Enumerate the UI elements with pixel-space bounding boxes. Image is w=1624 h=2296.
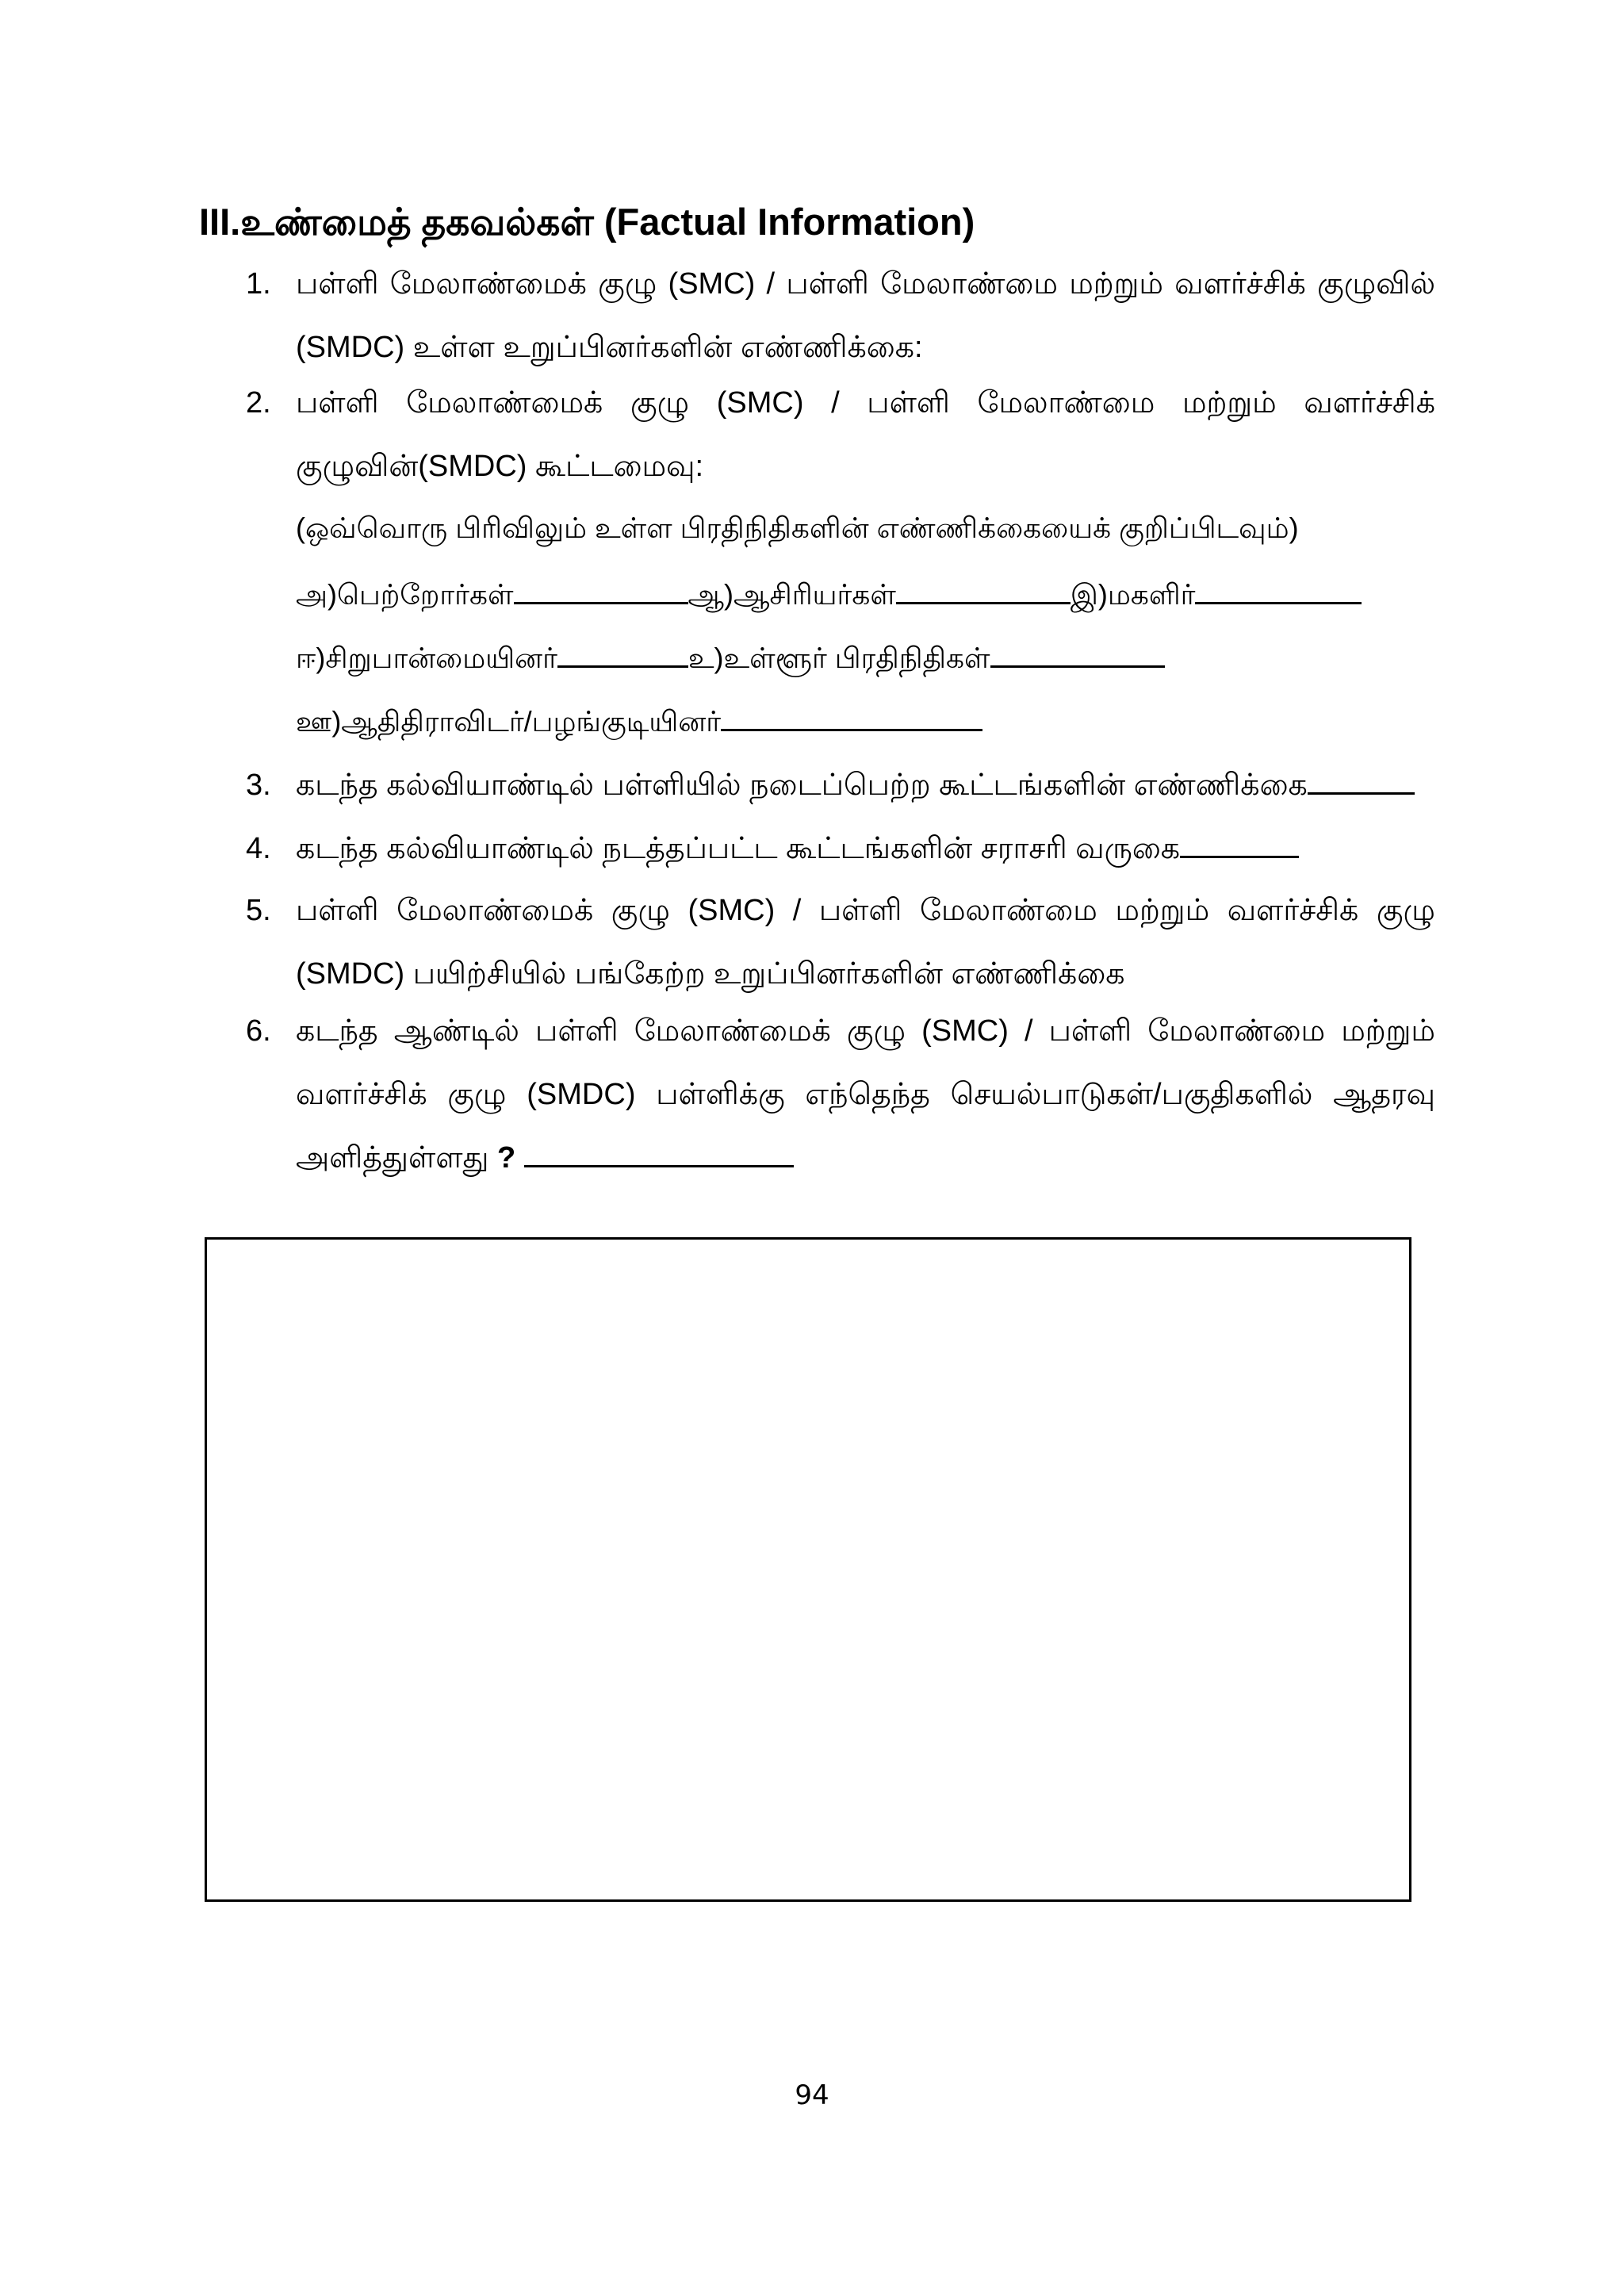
- question-1-number: 1.: [246, 267, 271, 301]
- category-sc-st-blank[interactable]: [721, 702, 982, 731]
- category-local-reps-blank[interactable]: [990, 638, 1165, 668]
- question-4-text: கடந்த கல்வியாண்டில் நடத்தப்பட்ட கூட்டங்களின் சராசரி வருகை: [296, 832, 1181, 865]
- question-6-number: 6.: [246, 1014, 271, 1048]
- category-parents-blank[interactable]: [514, 575, 688, 604]
- category-sc-st-label: ஊ)ஆதிதிராவிடர்/பழங்குடியினர்: [296, 705, 722, 738]
- category-parents-label: அ)பெற்றோர்கள்: [296, 578, 514, 611]
- question-2-number: 2.: [246, 386, 271, 420]
- question-4-number: 4.: [246, 832, 271, 865]
- category-teachers-label: ஆ)ஆசிரியர்கள்: [688, 578, 896, 611]
- question-2: [246, 371, 1435, 498]
- question-3-number: 3.: [246, 769, 271, 802]
- question-2-row-1: [296, 563, 1362, 627]
- question-2-row-2: [296, 627, 1165, 690]
- answer-box[interactable]: [205, 1237, 1411, 1902]
- question-3: [246, 753, 1435, 817]
- section-heading: III.உண்மைத் தகவல்கள் (Factual Information): [199, 201, 975, 243]
- question-2-row-3: [296, 690, 982, 753]
- page-number: 94: [795, 2079, 829, 2111]
- question-6-mark: ?: [488, 1141, 516, 1175]
- category-women-blank[interactable]: [1195, 575, 1362, 604]
- question-5-text: பள்ளி மேலாண்மைக் குழு (SMC) / பள்ளி மேலாண்மை மற்றும் வளர்ச்சிக் குழு (SMDC) பயிற்சியில் பங்கேற்ற உறுப்பினர்களின் எண்ணிக்கை: [296, 894, 1435, 991]
- category-minorities-blank[interactable]: [557, 638, 688, 668]
- category-local-reps-label: உ)உள்ளூர் பிரதிநிதிகள்: [688, 642, 990, 674]
- question-3-blank[interactable]: [1308, 765, 1415, 795]
- question-4-blank[interactable]: [1180, 829, 1299, 858]
- question-6: [246, 999, 1435, 1190]
- question-1: [246, 252, 1435, 379]
- question-6-text: கடந்த ஆண்டில் பள்ளி மேலாண்மைக் குழு (SMC) / பள்ளி மேலாண்மை மற்றும் வளர்ச்சிக் குழு (SMDC) பள்ளிக்கு எந்தெந்த செயல்பாடுகள்/பகுதிகளில் ஆதரவு அளித்துள்ளது: [296, 1014, 1435, 1175]
- question-2-note: (ஒவ்வொரு பிரிவிலும் உள்ள பிரதிநிதிகளின் எண்ணிக்கையைக் குறிப்பிடவும்): [296, 512, 1299, 544]
- question-4: [246, 817, 1435, 880]
- question-1-text: பள்ளி மேலாண்மைக் குழு (SMC) / பள்ளி மேலாண்மை மற்றும் வளர்ச்சிக் குழுவில் (SMDC) உள்ள உறுப்பினர்களின் எண்ணிக்கை:: [296, 267, 1435, 364]
- category-women-label: இ)மகளிர்: [1070, 578, 1196, 611]
- question-2-text: பள்ளி மேலாண்மைக் குழு (SMC) / பள்ளி மேலாண்மை மற்றும் வளர்ச்சிக் குழுவின்(SMDC) கூட்டமைவு:: [296, 386, 1435, 483]
- question-6-blank[interactable]: [524, 1138, 794, 1167]
- category-teachers-blank[interactable]: [896, 575, 1071, 604]
- question-3-text: கடந்த கல்வியாண்டில் பள்ளியில் நடைப்பெற்ற கூட்டங்களின் எண்ணிக்கை: [296, 769, 1308, 802]
- question-5: [246, 879, 1435, 1006]
- category-minorities-label: ஈ)சிறுபான்மையினர்: [296, 642, 557, 674]
- question-5-number: 5.: [246, 894, 271, 927]
